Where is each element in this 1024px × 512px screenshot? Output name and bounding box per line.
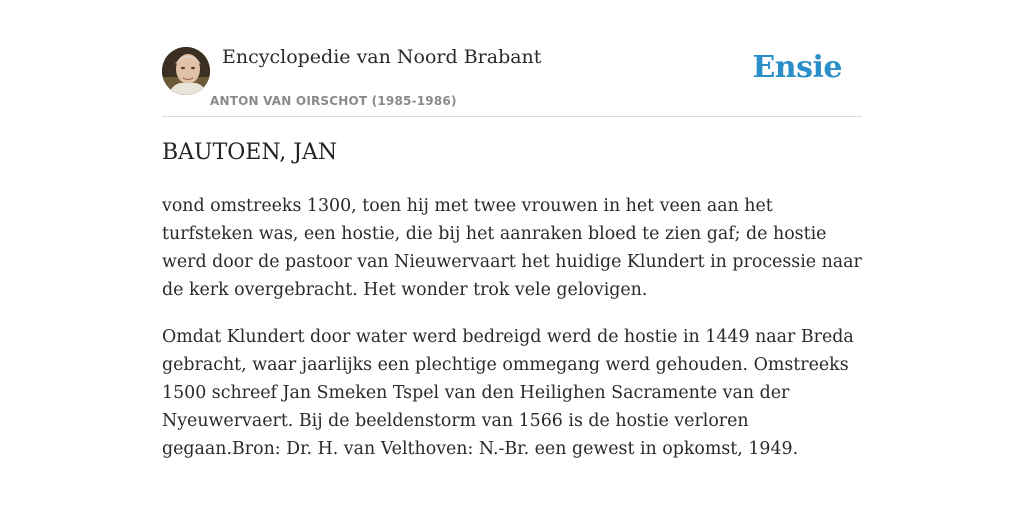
author-portrait-icon [162, 47, 210, 95]
source-title[interactable]: Encyclopedie van Noord Brabant [222, 46, 542, 68]
entry-title: BAUTOEN, JAN [162, 140, 338, 165]
entry-paragraph: Omdat Klundert door water werd bedreigd werd de hostie in 1449 naar Breda gebracht, waar jaarlijks een plechtige ommegang werd gehouden. Omstreeks 1500 schreef Jan Smeken Tspel van den Heilighen Sacramente van der Nyeuwervaert. Bij de beeldenstorm van 1566 is de hostie verloren gegaan.Bron: Dr. H. van Velthoven: N.-Br. een gewest in opkomst, 1949. [162, 327, 854, 459]
article-card [162, 0, 862, 512]
entry-paragraph: vond omstreeks 1300, toen hij met twee vrouwen in het veen aan het turfsteken was, een hostie, die bij het aanraken bloed te zien gaf; de hostie werd door de pastoor van Nieuwervaart het huidige Klundert in processie naar de kerk overgebracht. Het wonder trok vele gelovigen. [162, 196, 862, 300]
author-avatar[interactable] [162, 47, 210, 95]
brand-logo[interactable]: Ensie [752, 50, 842, 85]
article-header [162, 0, 862, 117]
author-name[interactable]: ANTON VAN OIRSCHOT (1985-1986) [210, 94, 457, 108]
